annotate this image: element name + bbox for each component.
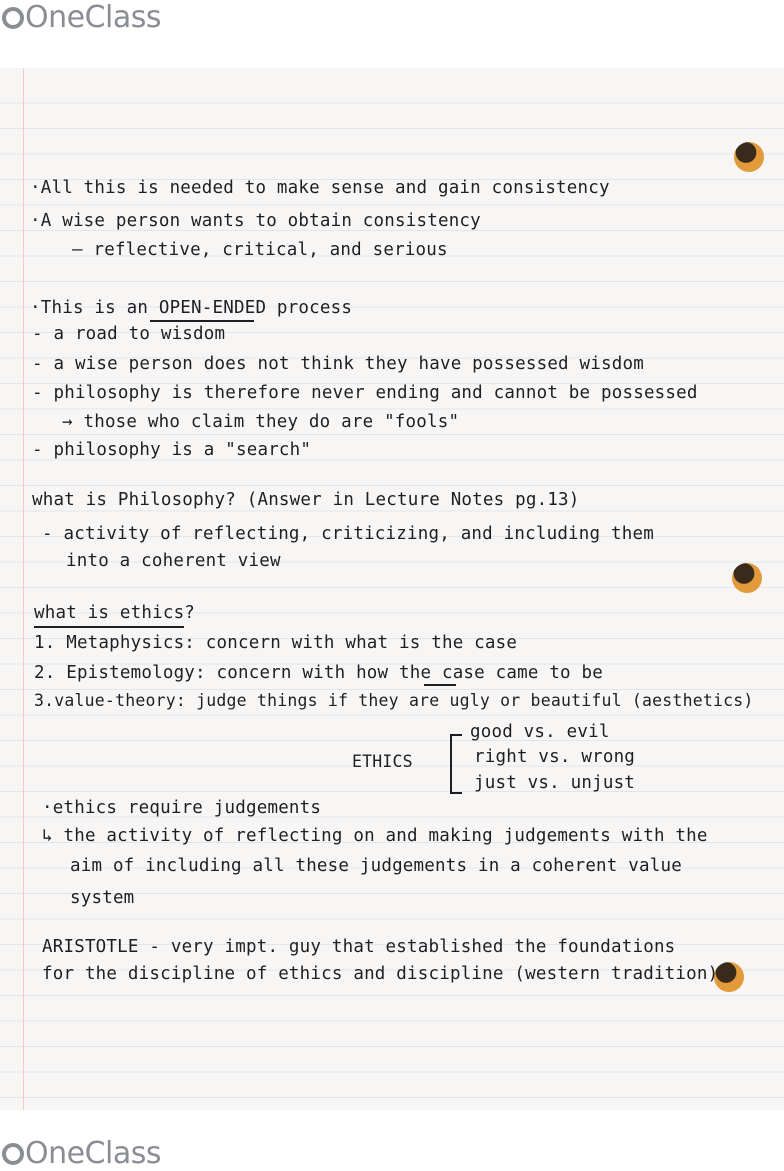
note-line: ARISTOTLE - very impt. guy that established the foundations [42, 937, 676, 957]
note-line: ETHICS [352, 752, 413, 771]
note-line: - a road to wisdom [32, 324, 226, 344]
note-line: 2. Epistemology: concern with how the case came to be [34, 663, 604, 683]
logo-circle-icon [2, 7, 24, 29]
note-line: just vs. unjust [474, 773, 636, 793]
note-line: ·A wise person wants to obtain consistency [30, 211, 481, 231]
note-line: what is Philosophy? (Answer in Lecture Notes pg.13) [32, 490, 580, 510]
note-line: right vs. wrong [474, 747, 636, 767]
logo-text: OneClass [25, 1136, 162, 1171]
logo-circle-icon [2, 1143, 24, 1165]
note-line: ·This is an OPEN-ENDED process [30, 298, 353, 318]
underline [150, 320, 254, 322]
oneclass-logo-bottom [2, 1136, 161, 1171]
note-line: into a coherent view [66, 551, 281, 571]
margin-line [23, 68, 24, 1110]
note-line: 3.value-theory: judge things if they are ugly or beautiful (aesthetics) [34, 691, 754, 710]
note-line: good vs. evil [470, 722, 610, 742]
logo-text: OneClass [25, 0, 162, 35]
note-line: - activity of reflecting, criticizing, and including them [42, 524, 654, 544]
note-line: → those who claim they do are "fools" [62, 412, 460, 432]
bracket [450, 734, 462, 794]
note-line: ·All this is needed to make sense and gain consistency [30, 178, 610, 198]
note-line: – reflective, critical, and serious [72, 240, 448, 260]
note-heading: what is ethics? [34, 603, 196, 623]
note-line: - a wise person does not think they have possessed wisdom [32, 354, 644, 374]
note-line: system [70, 888, 135, 908]
underline [424, 684, 456, 686]
note-line: for the discipline of ethics and discipline (western tradition) [42, 964, 719, 984]
note-line: 1. Metaphysics: concern with what is the case [34, 633, 518, 653]
punch-hole-icon [734, 142, 764, 172]
note-line: aim of including all these judgements in a coherent value [70, 856, 682, 876]
oneclass-logo-top [2, 0, 161, 35]
note-line: ·ethics require judgements [42, 798, 322, 818]
note-line: ↳ the activity of reflecting on and making judgements with the [42, 826, 708, 846]
note-line: - philosophy is a "search" [32, 440, 312, 460]
underline [34, 626, 184, 628]
punch-hole-icon [732, 563, 762, 593]
note-line: - philosophy is therefore never ending and cannot be possessed [32, 383, 698, 403]
punch-hole-icon [714, 962, 744, 992]
